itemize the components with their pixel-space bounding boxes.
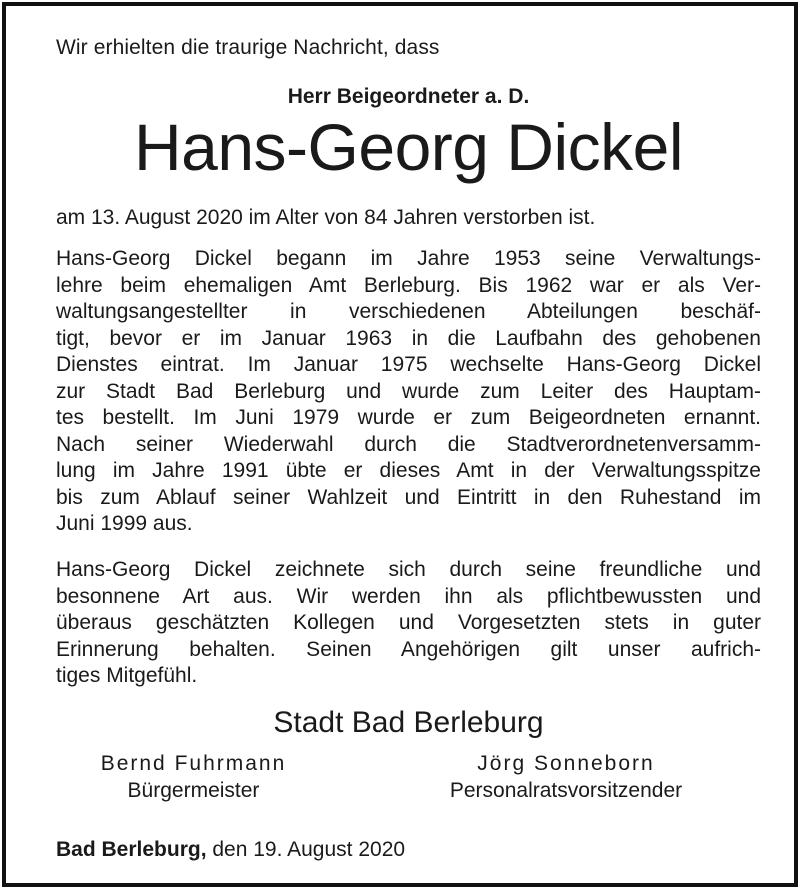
text-line: tes bestellt. Im Juni 1979 wurde er zum Beigeordneten ernannt. (56, 406, 761, 429)
text-line: waltungsangestellter in verschiedenen Abteilungen beschäf- (56, 300, 761, 323)
signatory-mayor (86, 750, 301, 804)
death-date-line: am 13. August 2020 im Alter von 84 Jahren verstorben ist. (56, 206, 596, 229)
signatory-name: Jörg Sonneborn (477, 752, 655, 775)
text-line: besonnene Art aus. Wir werden ihn als pflichtbewussten und (56, 584, 761, 608)
intro-text: Wir erhielten die traurige Nachricht, dass (56, 36, 440, 59)
text-line: Juni 1999 aus. (56, 512, 193, 535)
signatory-council-chair (426, 750, 706, 804)
text-line: tiges Mitgefühl. (56, 664, 198, 687)
biography-paragraph (56, 246, 761, 538)
text-line: Nach seiner Wiederwahl durch die Stadtverordnetenversamm- (56, 432, 761, 456)
text-line: lehre beim ehemaligen Amt Berleburg. Bis 1962 war er als Ver- (56, 273, 761, 297)
place-date-line (56, 838, 405, 862)
signatory-title: Bürgermeister (127, 779, 260, 802)
text-line: überaus geschätzten Kollegen und Vorgesetzten stets in guter (56, 611, 761, 634)
text-line: lung im Jahre 1991 übte er dieses Amt in der Verwaltungsspitze (56, 459, 761, 482)
text-line: Erinnerung behalten. Seinen Angehörigen gilt unser aufrich- (56, 637, 761, 661)
text-line: tigt, bevor er im Januar 1963 in die Laufbahn des gehobenen (56, 326, 761, 350)
date: den 19. August 2020 (212, 838, 406, 861)
signatory-title: Personalratsvorsitzender (449, 779, 683, 802)
text-line: Dienstes eintrat. Im Januar 1975 wechselte Hans-Georg Dickel (56, 353, 761, 376)
honorific: Herr Beigeordneter a. D. (287, 85, 530, 108)
text-line: Hans-Georg Dickel zeichnete sich durch seine freundliche und (56, 558, 761, 581)
deceased-name: Hans-Georg Dickel (133, 110, 684, 184)
text-line: Hans-Georg Dickel begann im Jahre 1953 seine Verwaltungs- (56, 247, 761, 270)
obituary-frame (2, 2, 798, 887)
place: Bad Berleburg, (56, 838, 207, 861)
organization-name: Stadt Bad Berleburg (273, 706, 544, 739)
tribute-paragraph (56, 557, 761, 690)
text-line: bis zum Ablauf seiner Wahlzeit und Eintritt in den Ruhestand im (56, 485, 761, 509)
text-line: zur Stadt Bad Berleburg und wurde zum Leiter des Hauptam- (56, 379, 761, 403)
signatory-name: Bernd Fuhrmann (100, 752, 287, 775)
